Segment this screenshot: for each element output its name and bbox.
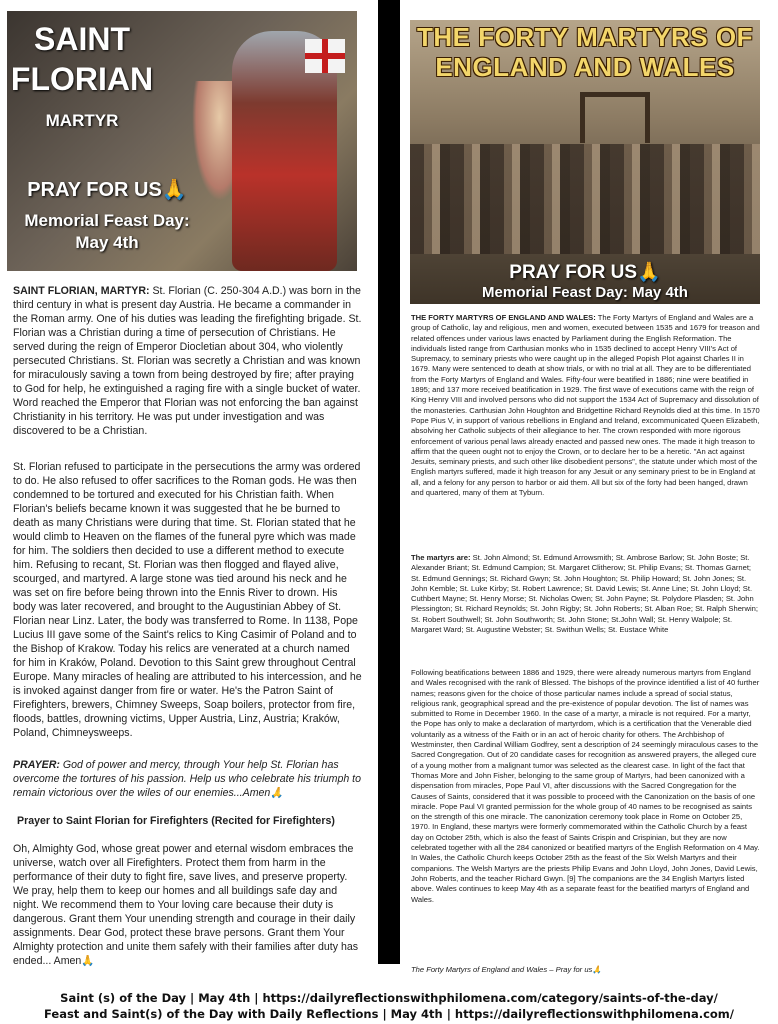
p2-text: St. John Almond; St. Edmund Arrowsmith; St. Ambrose Barlow; St. John Boste; St. Alexander Briant; St. Edmund Campion; St. Margaret Clitherow; St. Philip Evans; St. Thomas Garnet; St. Edmund Gennings; St. Richard Gwyn; St. John Houghton; St. Philip Howard; St. John Jones; St. John Kemble; St. Luke Kirby; St. Robert Lawrence; St. David Lewis; St. Anne Line; St. John Lloyd; St. Cuthbert Mayne; St. Henry Morse; St. Nicholas Owen; St. John Payne; St. Polydore Plasden; St. John Plessington; St. Richard Reynolds; St. John Rigby; St. John Roberts; St. Alban Roe; St. Ralph Sherwin; St. Robert Southwell; St. John Southworth; St. John Stone; St.John Wall; St. Henry Walpole; St. Margaret Ward; St. Augustine Webster; St. Swithun Wells; St. Eustace White: [411, 553, 758, 635]
gallows-scene: [580, 92, 650, 143]
hero-title-line1: SAINT: [34, 21, 130, 57]
footer-line-2: Feast and Saint(s) of the Day with Daily Reflections | May 4th | https://dailyreflectionswithphilomena.com/: [44, 1007, 734, 1021]
florian-prayer: [13, 758, 363, 800]
canonization-paragraph: Following beatifications between 1886 and 1929, there were already numerous martyrs from England and Wales recognised with the rank of Blessed. The bishops of the province identified a list of 40 further names; reasons given for the choice of those particular names include a spread of social status, religious rank, geographical spread and the pre-existence of popular devotion. The list of names was submitted to Rome in December 1960. In the case of a martyr, a miracle is not required. For a martyr, the Pope has only to make a declaration of martyrdom, which is a certification that the Venerable died voluntarily as a witness of the Faith or in an act of heroic charity for others. The Archbishop of Westminster, then Cardinal William Godfrey, sent a description of 24 seemingly miraculous cases to the Sacred Congregation. Out of 20 candidate cases for recognition as answered prayers, the alleged cure of a young mother from a malignant tumor was selected as the clearest case. In light of the fact that Thomas More and John Fisher, belonging to the same group of Martyrs, had been canonized with a dispensation from miracles, Pope Paul VI, after discussions with the Sacred Congregation for the Causes of Saints, considered that it was possible to proceed with the Canonization on the basis of one miracle. Pope Paul VI granted permission for the whole group of 40 names to be recognised as saints on the strength of this one miracle. The canonization ceremony took place in Rome on October 25, 1970. In England, these martyrs were formerly commemorated within the Catholic Church by a feast day on October 25th, which is also the feast of Saints Crispin and Crispinian, but they are now celebrated together with all the 284 canonized or beatified martyrs of the English Reformation on 4 May. In Wales, the Catholic Church keeps October 25th as the feast of the Six Welsh Martyrs and their companions. The Welsh Martyrs are the priests Philip Evans and John Lloyd, John Jones, David Lewis, John Roberts, and the teacher Richard Gwyn. [9] The companions are the 34 English Martyrs listed above. Wales continues to keep May 4th as a separate feast for the beatified martyrs of England and Wales.: [411, 668, 760, 904]
martyrs-list-paragraph: [411, 553, 761, 635]
p1-heading: THE FORTY MARTYRS OF ENGLAND AND WALES:: [411, 313, 596, 322]
firefighters-prayer-heading: Prayer to Saint Florian for Firefighters (Recited for Firefighters): [17, 815, 335, 827]
prayer-label: PRAYER:: [13, 759, 60, 771]
forty-martyrs-image: [410, 20, 760, 304]
hero-feast-line2: May 4th: [75, 233, 139, 252]
florian-bio-paragraph-2: St. Florian refused to participate in the persecutions the army was ordered to do. He also refused to offer sacrifices to the Roman gods. He was then condemned to be tortured and executed for his Christian faith. When Florian's beliefs became known it was suggested that he be burned to death as many Christians were during that time. St. Florian stated that he would climb to Heaven on the flames of the funeral pyre which was made for him. The soldiers then decided to use a different method to execute him. Refusing to recant, St. Florian was then flogged and flayed alive, scourged, and martyred. A large stone was tied around his neck and he was set on fire before being thrown into the Ennis River to drown. His body was later recovered, and brought to the Augustinian Abbey of St. Florian near Linz. Later, the body was transferred to Rome. In 1138, Pope Lucius III gave some of the Saint's relics to King Casimir of Poland and to the Bishop of Krakow. Today his relics are venerated at a church named for him in Kraków, Poland. Devotion to this Saint grew throughout Central Europe. Many miracles of healing are attributed to his intercession, and he is invoked against danger from fire or water. He's the Patron Saint of Firefighters, brewers, Chimney Sweeps, Soap boilers, protector from fire, floods, battles, drowning victims, Upper Austria, Linz, Austria; Kraków, Poland, Chimneysweeps.: [13, 461, 362, 739]
hero-feast-line1: Memorial Feast Day:: [24, 211, 190, 230]
column-divider: [378, 0, 400, 964]
prayer-text: God of power and mercy, through Your help St. Florian has overcome the tortures of his passion. Help us who celebrate his triumph to remain victorious over the wiles of our enemies...Amen🙏: [13, 759, 362, 799]
florian-bio-paragraph-1: [13, 284, 363, 438]
closing-line: The Forty Martyrs of England and Wales – Pray for us🙏: [411, 965, 602, 974]
hero-subtitle: MARTYR: [45, 111, 119, 130]
hero-pray: PRAY FOR US🙏: [509, 262, 661, 283]
p1-text: The Forty Martyrs of England and Wales are a group of Catholic, lay and religious, men and women, executed between 1535 and 1679 for treason and related offences under various laws enacted by Parliament during the English Reformation. The individuals listed range from Carthusian monks who in 1535 declined to accept Henry VIII's Act of Supremacy, to seminary priests who were caught up in the alleged Popish Plot against Charles II in 1679. Many were sentenced to death at show trials, or with no trial at all. They are to be differentiated from the Forty Martyrs of England and Wales. Fifty-four were beatified in 1886; nine were beatified in 1895; and 137 more received beatification in 1929. The first wave of executions came with the reign of King Henry VIII and involved persons who did not support the 1534 Act of Supremacy and dissolution of the monasteries. Carthusian John Houghton and Bridgettine Richard Reynolds died at this time. In 1570 Pope Pius V, in support of various rebellions in England and Ireland, excommunicated Queen Elizabeth, absolving her Catholic subjects of their allegiance to her. The crown responded with more rigorous enforcement of various penal laws already enacted and passed new ones. The made it high treason to affirm that the queen ought not to enjoy the Crown, or to declare her to be a heretic. "An act against Jesuits, seminary priests, and such other like disobedient persons", the statute under which most of the English martyrs suffered, made it high treason for any Jesuit or any seminary priest to be in England at all, and a felony for any person to harbor or aid them. All but six of the forty had been hanged, drawn and quartered, many of them at Tyburn.: [411, 313, 760, 498]
footer-line-1: Saint (s) of the Day | May 4th | https://dailyreflectionswithphilomena.com/category/saints-of-the-day/: [60, 991, 718, 1005]
red-cross-flag: [305, 39, 345, 73]
hero-pray: PRAY FOR US🙏: [27, 179, 187, 201]
bio-text-1: St. Florian (C. 250-304 A.D.) was born in the third century in what is present day Austria. He became a commander in the Roman army. One of his duties was leading the firefighting brigade. St. Florian was a Christian during a time of persecution of Christians. He served during the reign of Emperor Diocletian about 304, who violently persecuted Christians. St. Florian was secretly a Christian and was known for miraculously saving a town from being destroyed by fire; after praying to God for help, he extinguished a raging fire with a single bucket of water. Word reached the Emperor that Florian was not enforcing the ban against Christianity in his territory. He was put under investigation and was discovered to be a Christian.: [13, 285, 362, 437]
hero-title-line2: FLORIAN: [10, 61, 154, 97]
saint-florian-image: [7, 11, 357, 271]
hero-title-line1: THE FORTY MARTYRS OF: [417, 22, 753, 52]
crowd-scene: [410, 144, 760, 254]
firefighters-prayer-text: Oh, Almighty God, whose great power and eternal wisdom embraces the universe, watch over all Firefighters. Protect them from harm in the performance of their duty to fight fire, save lives, and preserve property. We pray, help them to keep our homes and all buildings safe day and night. We recommend them to Your loving care because their duty is dangerous. Grant them Your unending strength and courage in their daily assignments. Dear God, protect these brave persons. Grant them Your Almighty protection and unite them safely with their families after duty has ended... Amen🙏: [13, 843, 359, 967]
forty-martyrs-paragraph-1: [411, 313, 761, 498]
p2-heading: The martyrs are:: [411, 553, 471, 562]
hero-feast: Memorial Feast Day: May 4th: [482, 284, 688, 301]
bio-heading: SAINT FLORIAN, MARTYR:: [13, 285, 150, 297]
hero-title-line2: ENGLAND AND WALES: [435, 52, 735, 82]
